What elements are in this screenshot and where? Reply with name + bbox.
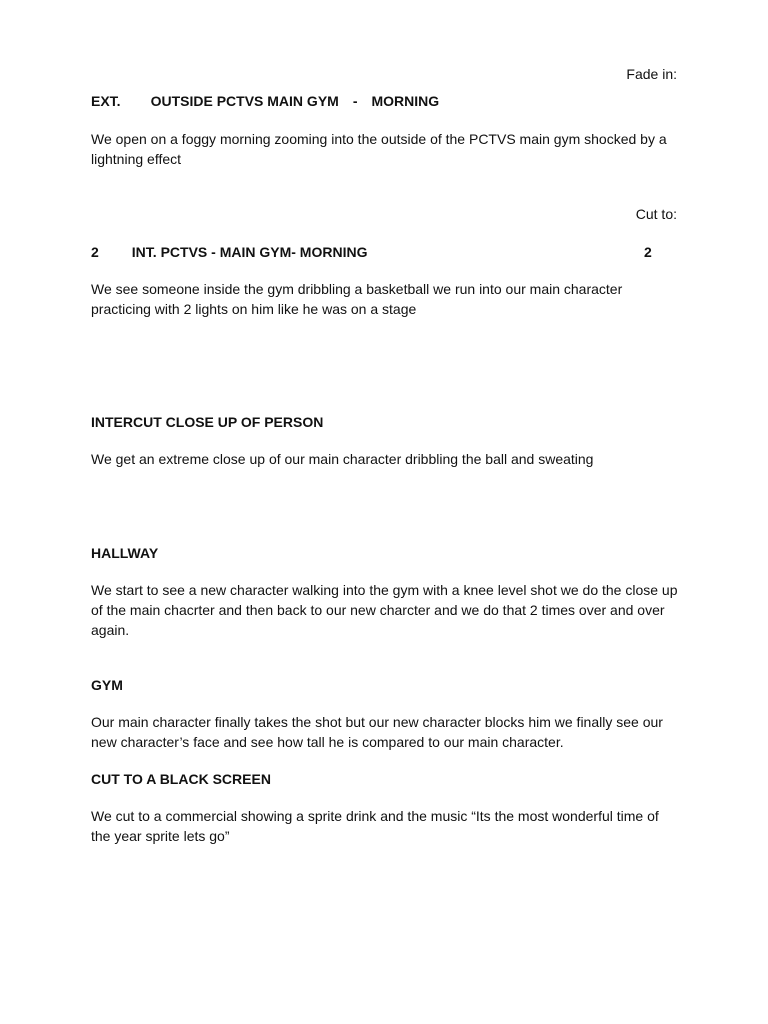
scene2-action: We see someone inside the gym dribbling a basketball we run into our main character practicing with 2 lights on him like he was on a stage — [91, 281, 623, 317]
scene-number-right: 2 — [644, 244, 652, 260]
scene-dash: - — [352, 93, 358, 109]
intercut-heading: INTERCUT CLOSE UP OF PERSON — [91, 414, 324, 430]
scene-time: MORNING — [371, 93, 440, 109]
scene2-heading: INT. PCTVS - MAIN GYM- MORNING — [131, 244, 368, 260]
scene-heading-interior — [91, 242, 651, 262]
transition-cut-to: Cut to: — [635, 206, 677, 222]
gym-heading: GYM — [91, 677, 123, 693]
black-screen-action: We cut to a commercial showing a sprite drink and the music “Its the most wonderful time of the year sprite lets go” — [91, 808, 659, 844]
transition-fade-in: Fade in: — [626, 66, 677, 82]
gym-action: Our main character finally takes the shot but our new character blocks him we finally see our new character’s face and see how tall he is compared to our main character. — [91, 714, 663, 750]
scene-location: OUTSIDE PCTVS MAIN GYM — [150, 93, 339, 109]
hallway-heading: HALLWAY — [91, 545, 159, 561]
hallway-action: We start to see a new character walking into the gym with a knee level shot we do the close up of the main chacrter and then back to our new charcter and we do that 2 times over and over again. — [91, 582, 678, 638]
scene-heading-exterior — [91, 91, 439, 111]
scene-number-left: 2 — [91, 244, 99, 260]
scene1-action: We open on a foggy morning zooming into the outside of the PCTVS main gym shocked by a lightning effect — [91, 131, 667, 167]
black-screen-heading: CUT TO A BLACK SCREEN — [91, 771, 271, 787]
scene-type: EXT. — [91, 93, 121, 109]
intercut-action: We get an extreme close up of our main character dribbling the ball and sweating — [91, 451, 594, 467]
